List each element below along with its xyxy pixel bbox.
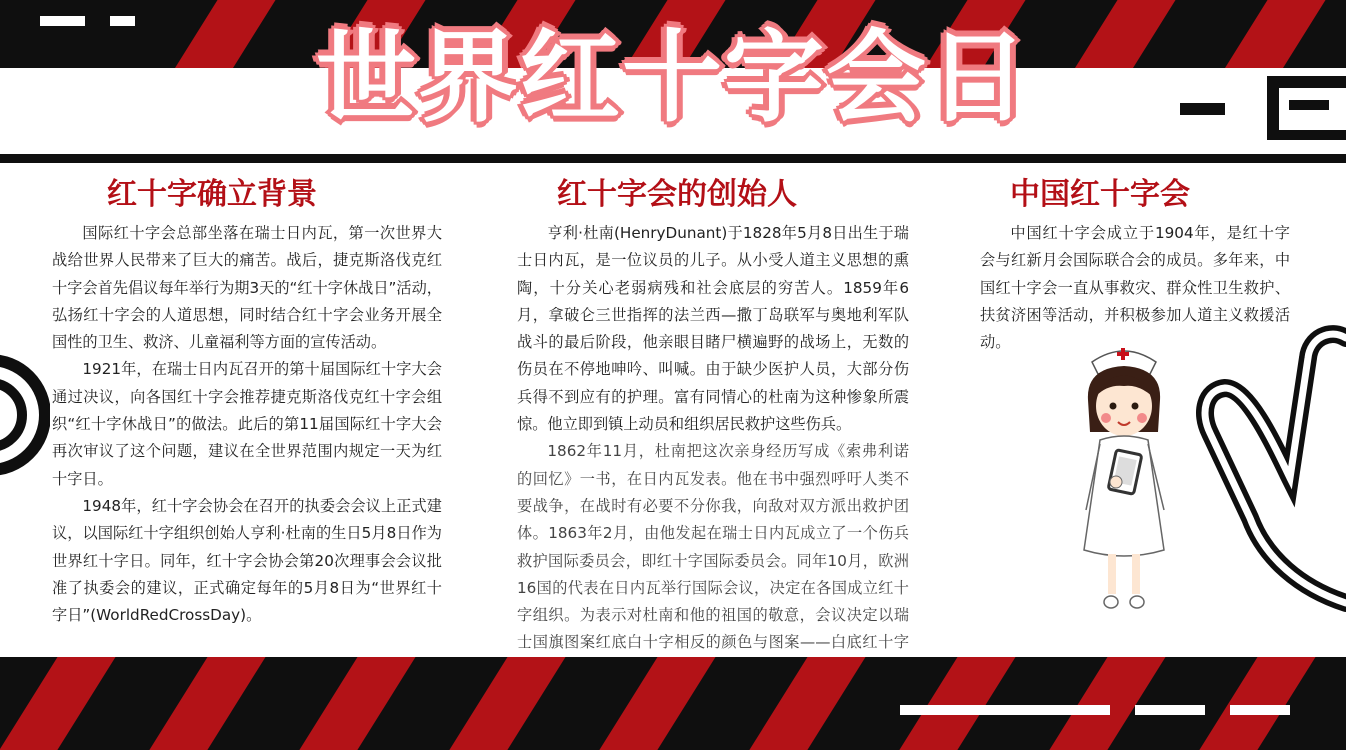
section-body-china — [980, 220, 1290, 356]
section-heading-background: 红十字确立背景 — [107, 177, 317, 212]
section-body-founder — [517, 220, 909, 684]
nurse-illustration — [1078, 340, 1170, 622]
header-rule — [0, 154, 1346, 163]
section-body-background — [52, 220, 442, 629]
paragraph: 1862年11月，杜南把这次亲身经历写成《索弗利诺的回忆》一书，在日内瓦发表。他在书中强烈呼吁人类不要战争，在战时有必要不分你我，向敌对双方派出救护团体。1863年2月，由他发起在瑞士日内瓦成立了一个伤兵救护国际委员会，即红十字国际委员会。同年10月，欧洲16国的代表在日内瓦举行国际会议，决定在各国成立红十字组织。为表示对杜南和他的祖国的敬意，会议决定以瑞士国旗图案红底白十字相反的颜色与图案——白底红十字 — [517, 442, 909, 652]
paragraph: 1921年，在瑞士日内瓦召开的第十届国际红十字大会通过决议，向各国红十字会推荐捷克斯洛伐克红十字会组织“红十字休战日”的做法。此后的第11届国际红十字大会再次审议了这个问题，建议在全世界范围内规定一天为红十字日。 — [52, 360, 442, 488]
section-heading-china: 中国红十字会 — [1010, 177, 1190, 212]
paragraph: 1948年，红十字会协会在召开的执委会会议上正式建议，以国际红十字组织创始人亨利·杜南的生日5月8日作为世界红十字日。同年，红十字会协会第20次理事会会议批准了执委会的建议，正式确定每年的5月8日为“世界红十字日”(WorldRedCrossDay)。 — [52, 496, 442, 625]
paragraph: 亨利·杜南(HenryDunant)于1828年5月8日出生于瑞士日内瓦，是一位议员的儿子。从小受人道主义思想的熏陶，十分关心老弱病残和社会底层的穷苦人。1859年6月，拿破仑三世指挥的法兰西—撒丁岛联军与奥地利军队战斗的最后阶段，他亲眼目睹尸横遍野的战场上，无数的伤员在不停地呻吟、叫喊。由于缺少医护人员，大部分伤兵得不到应有的护理。富有同情心的杜南为这种惨象所震惊。他立即到镇上动员和组织居民救护这些伤兵。 — [517, 224, 909, 434]
hand-outline-icon — [1190, 318, 1346, 618]
paragraph: 国际红十字会总部坐落在瑞士日内瓦，第一次世界大战给世界人民带来了巨大的痛苦。战后，捷克斯洛伐克红十字会首先倡议每年举行为期3天的“红十字休战日”活动，弘扬红十字会的人道思想，同时结合红十字会业务开展全国性的卫生、救济、儿童福利等方面的宣传活动。 — [52, 224, 442, 352]
section-heading-founder: 红十字会的创始人 — [557, 177, 797, 212]
paragraph: 中国红十字会成立于1904年，是红十字会与红新月会国际联合会的成员。多年来，中国红十字会一直从事救灾、群众性卫生救护、扶贫济困等活动，并积极参加人道主义救援活动。 — [980, 224, 1290, 352]
ring-outline-icon — [0, 330, 50, 500]
bottom-band — [0, 657, 1346, 750]
page-title: 世界红十字会日 — [316, 19, 1030, 136]
